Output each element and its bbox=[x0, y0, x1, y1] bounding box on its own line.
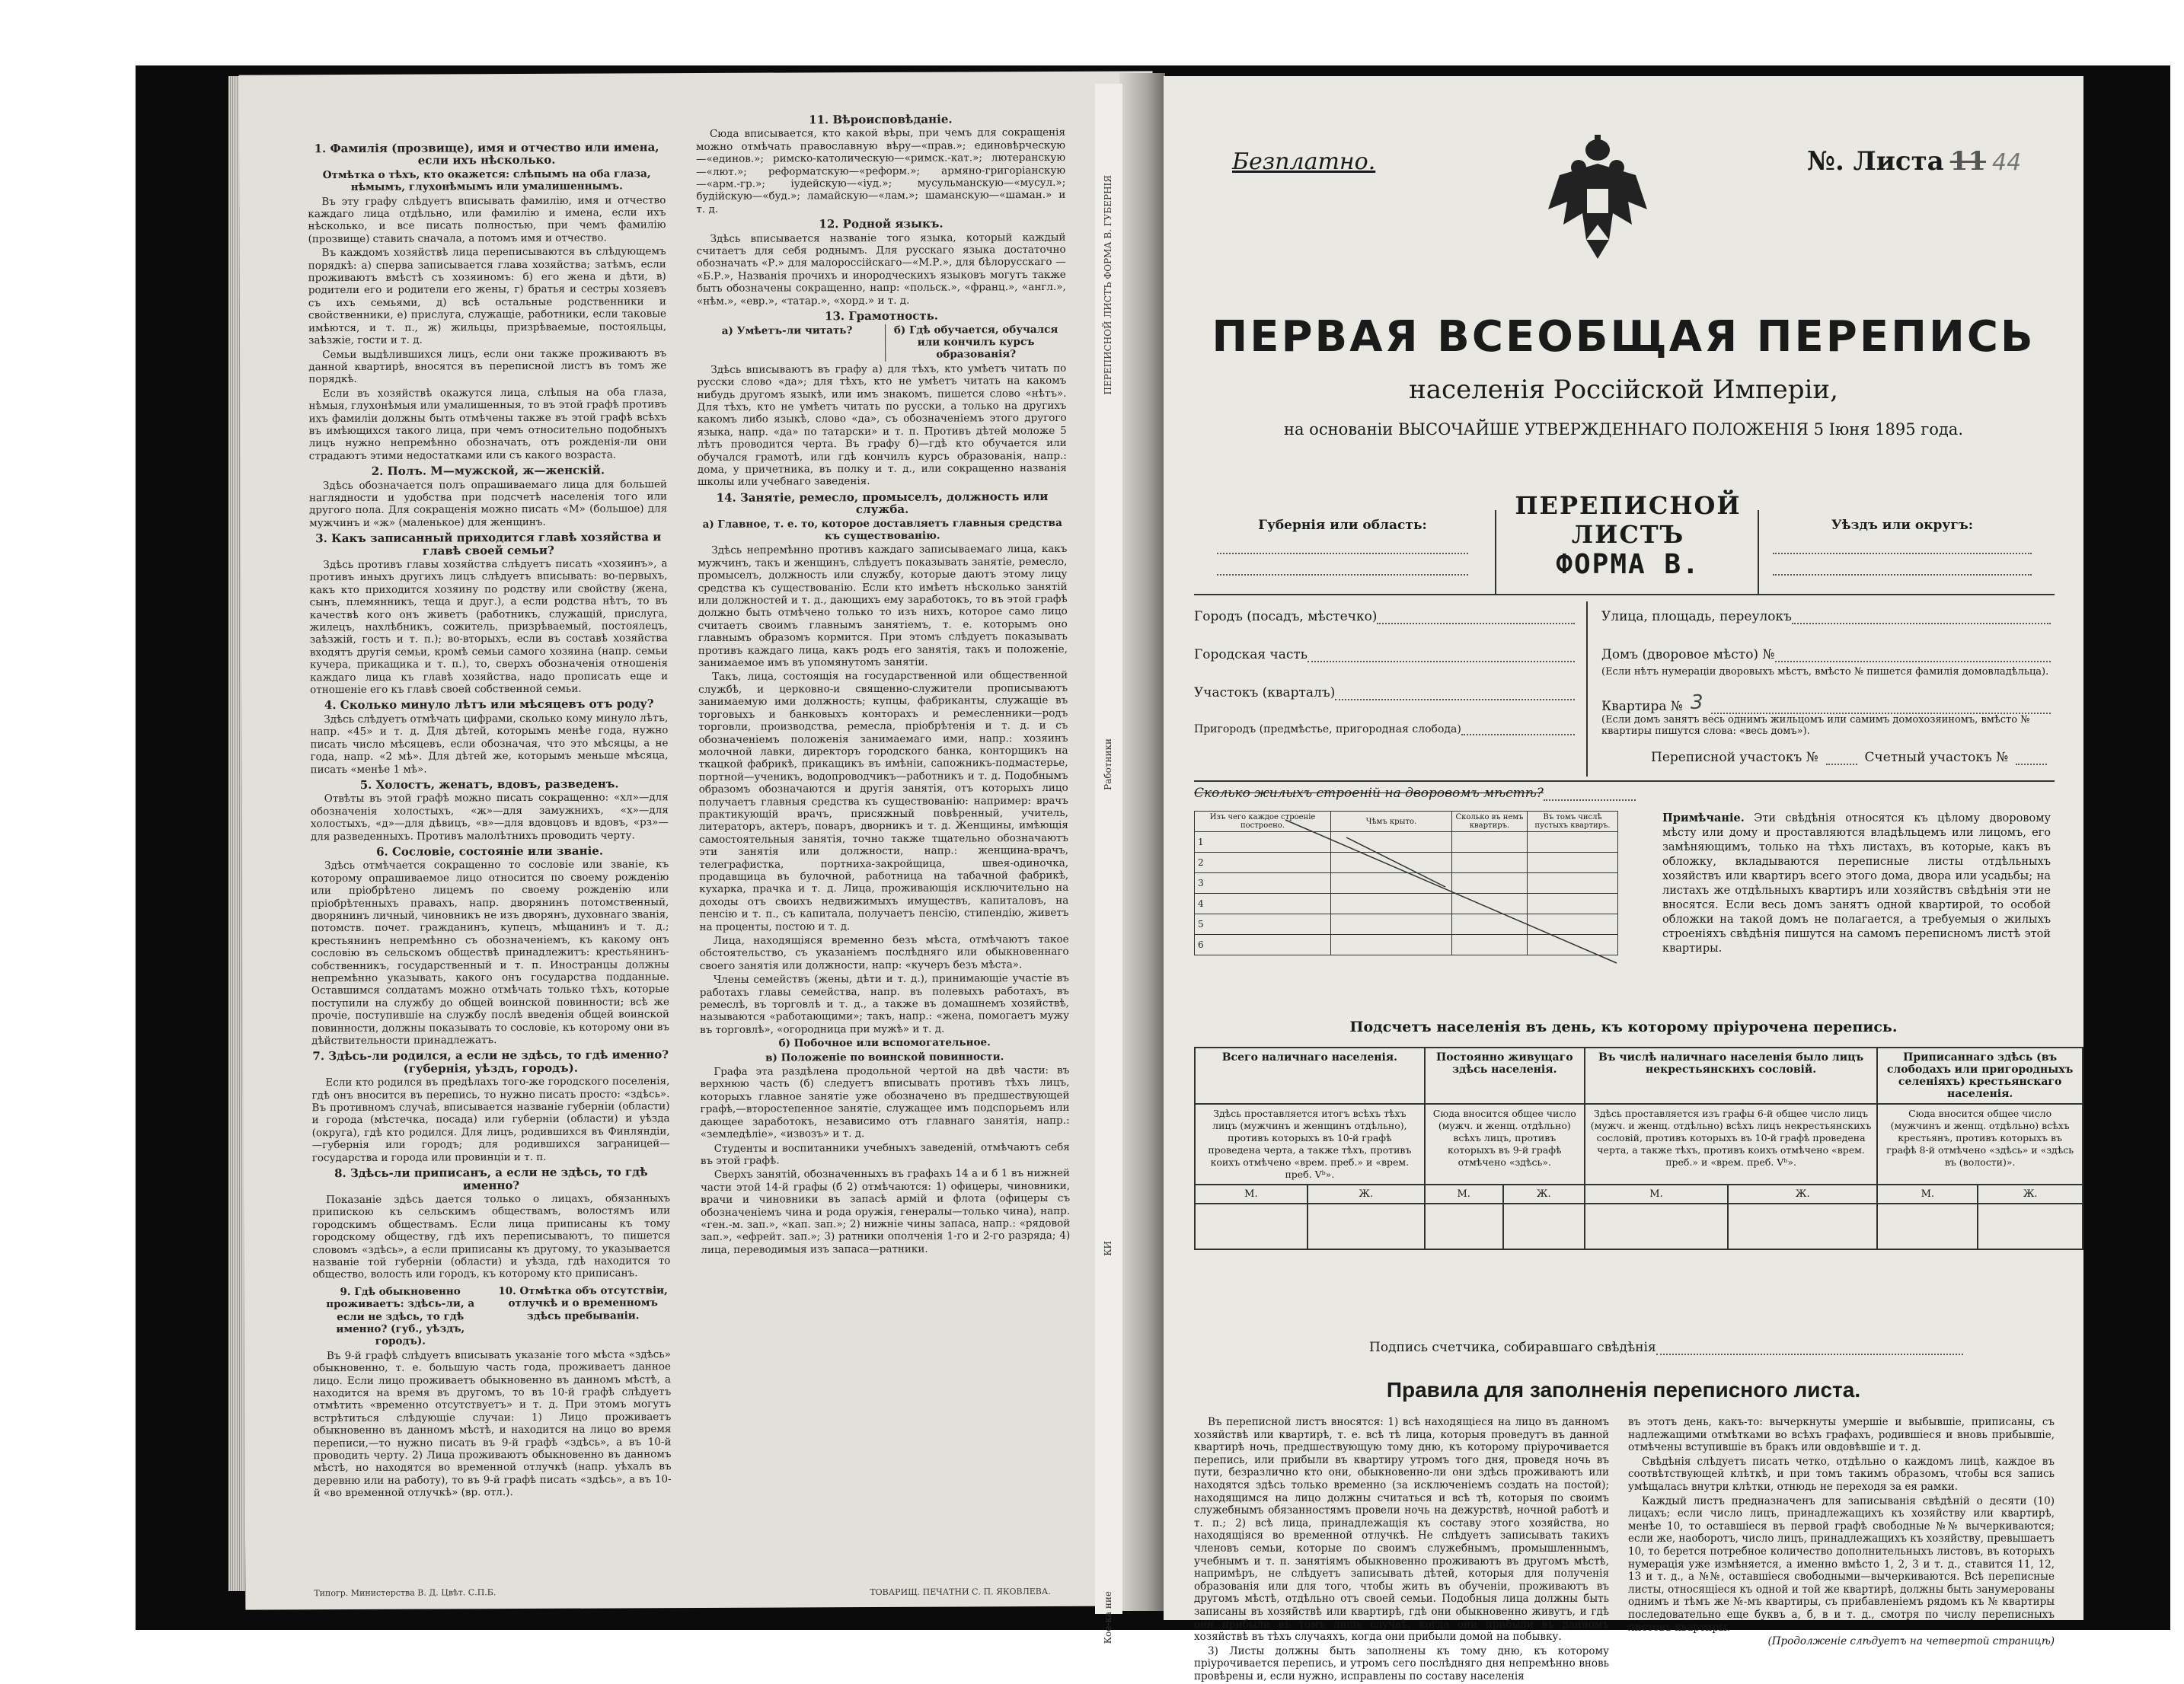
paragraph: Семьи выдѣлившихся лицъ, если они также проживаютъ въ данной квартирѣ, вносятся въ переписной листъ въ томъ же порядкѣ. bbox=[308, 346, 667, 386]
heading-10: 10. Отмѣтка объ отсутствіи, отлучкѣ и о временномъ здѣсь пребываніи. bbox=[498, 1284, 668, 1322]
city-part-field[interactable] bbox=[1194, 647, 1575, 662]
census-precinct-label: Переписной участокъ № bbox=[1651, 750, 1818, 765]
left-footer-2: ТОВАРИЩ. ПЕЧАТНИ С. П. ЯКОВЛЕВА. bbox=[870, 1586, 1051, 1598]
sheet-number bbox=[1807, 146, 2021, 177]
buildings-row-number: 4 bbox=[1195, 894, 1331, 914]
note-text: Эти свѣдѣнія относятся къ цѣлому дворовому мѣсту или дому и проставляются владѣльцемъ или лицомъ, его замѣняющимъ, только на тѣхъ листахъ, въ которые, какъ въ обложку, вкладываются переписные листы отдѣльныхъ хозяйствъ или квартиръ всего этого дома, двора или усадьбы; на листахъ же отдѣльныхъ квартиръ или хозяйствъ свѣдѣнія эти не вносятся. Если весь домъ занятъ одной квартирой, то особой обложки на такой домъ не полагается, а требуемыя о жилыхъ строеніяхъ свѣдѣнія пишутся на самомъ переписномъ листѣ этой квартиры. bbox=[1662, 812, 2051, 955]
buildings-row-number: 3 bbox=[1195, 873, 1331, 894]
paragraph: Здѣсь вписывается названіе того языка, который каждый считаетъ для себя роднымъ. Для русскаго языка достаточно обозначать «Р.» для малороссійскаго—«М.Р.», для бѣлорусскаго — «Б.Р.», Названія прочихъ и инородческихъ языковъ могутъ также быть обозначены сокращенно, напр: «польск.», «франц.», «англ.», «нѣм.», «евр.», «татар.», «хорд.» и т. д. bbox=[696, 231, 1066, 308]
paragraph: Студенты и воспитанники учебныхъ заведеній, отмѣчаютъ себя въ этой графѣ. bbox=[700, 1140, 1070, 1167]
buildings-col-roof: Чѣмъ крыто. bbox=[1331, 812, 1452, 832]
heading-11: 11. Вѣроисповѣданіе. bbox=[809, 112, 953, 127]
pop-desc-permanent: Сюда вносится общее число (мужч. и женщ. отдѣльно) всѣхъ лицъ, противъ которыхъ въ 9-й графѣ отмѣчено «здѣсь». bbox=[1425, 1104, 1585, 1185]
census-decree: на основаніи ВЫСОЧАЙШЕ УТВЕРЖДЕННАГО ПОЛОЖЕНІЯ 5 Іюня 1895 года. bbox=[1283, 420, 1964, 439]
female-label: Ж. bbox=[1308, 1185, 1425, 1204]
sheet-number-handwritten: 44 bbox=[1992, 149, 2022, 176]
paragraph: Такъ, лица, состоящія на государственной или общественной службѣ, и церковно-и священно-служители прописываютъ занимаемую ими должность; купцы, фабриканты, служащіе въ торговыхъ и банковыхъ конторахъ и ремесленники—родъ торговли, производства, ремесла, пріобрѣтенія и т. д. и съ обозначеніемъ положенія занимаемаго ими, напр.: хозяинъ молочной лавки, директоръ городского банка, конторщикъ на ткацкой фабрикѣ, прикащикъ въ имѣніи, сапожникъ-подмастерье, портной—ученикъ, водопроводчикъ—работникъ и т. д. Подобнымъ образомъ обозначаются и другія занятія, отъ которыхъ лицо получаетъ главныя средства къ существованію: например: врачъ практикующій врачъ, присяжный повѣренный, учитель, литераторъ, актеръ, поваръ, дворникъ и т. д. Женщины, имѣющія самостоятельныя занятія, точно также тщательно обозначаютъ эти занятія или должности, напр.: женщина-врачъ, телеграфистка, портниха-закройщица, швея-одиночка, продавщица въ булочной, работница на табачной фабрикѣ, кухарка, прачка и т. д. Лица, проживающія исключительно на доходы отъ своихъ недвижимыхъ имуществъ, капиталовъ, на пенсію и т. п., съ капитала, получаетъ пенсію, стипендію, живетъ на проценты, постою и т. д. bbox=[698, 669, 1069, 933]
city-field[interactable] bbox=[1194, 609, 1575, 624]
paragraph: Если въ хозяйствѣ окажутся лица, слѣпыя на оба глаза, нѣмыя, глухонѣмыя или умалишенныя, то въ этой графѣ противъ ихъ фамиліи должны быть отмѣчены также въ этой графѣ всѣхъ въ имѣющихся такого лица, при чемъ относительно подобныхъ лицъ нужно непремѣнно обозначать, отъ рожденія-ли они страдаютъ этими недостатками или съ какого возраста. bbox=[308, 385, 667, 462]
pop-cell[interactable] bbox=[1978, 1204, 2083, 1249]
left-column-1 bbox=[308, 138, 672, 1501]
paragraph: Члены семействъ (жены, дѣти и т. д.), принимающіе участіе въ работахъ главы семейства, напр. въ полевыхъ работахъ, въ ремеслѣ, въ торговлѣ и т. д., а также въ домашнемъ хозяйствѣ, называются «работающими»; такъ, напр.: «жена, помогаетъ мужу въ торговлѣ», «огородница при мужѣ» и т. д. bbox=[699, 972, 1070, 1036]
heading-6: 6. Сословіе, состояніе или званіе. bbox=[376, 844, 604, 859]
apartment-label: Квартира № bbox=[1601, 699, 1683, 714]
divider bbox=[1758, 510, 1759, 594]
paragraph: Здѣсь противъ главы хозяйства слѣдуетъ писать «хозяинъ», а противъ иныхъ другихъ лицъ слѣдуетъ вписывать: во-первыхъ, какъ кто приходится хозяину по родству или свойству (жена, сынъ, племянникъ, теща и друг.), а если родства нѣтъ, то въ качествѣ кого онъ живетъ (работникъ, служащій, прислуга, жилецъ, нахлѣбникъ, сожитель, призрѣваемый, постоялецъ, заѣзжій, гость и т. п.); во-вторыхъ, если въ составѣ хозяйства входятъ другія семьи, кромѣ семьи самого хозяина (напр. семьи кучера, прикащика и т. п.), то, сверхъ обозначенія отношенія каждаго лица къ главѣ хозяйства, надо прописать еще и отношеніе его къ главѣ своей собственной семьи. bbox=[309, 557, 669, 697]
strip-text: Работники bbox=[1103, 738, 1113, 790]
pop-desc-noncrestian: Здѣсь проставляется изъ графы 6-й общее число лицъ (мужч. и женщ. отдѣльно) всѣхъ лицъ некрестьянскихъ сословій, противъ которыхъ въ 10-й графѣ проведена черта, а также тѣхъ, противъ коихъ отмѣчено «врем. преб.» и «врем. преб. Vᵇ». bbox=[1585, 1104, 1877, 1185]
heading-14: 14. Занятіе, ремесло, промыселъ, должность или служба. bbox=[716, 489, 1049, 517]
population-title: Подсчетъ населенія въ день, къ которому пріурочена перепись. bbox=[1349, 1019, 1898, 1035]
street-label: Улица, площадь, переулокъ bbox=[1601, 609, 1792, 624]
province-field[interactable] bbox=[1217, 518, 1468, 576]
paragraph: Въ каждомъ хозяйствѣ лица переписываются въ слѣдующемъ порядкѣ: а) сперва записывается глава хозяйства; затѣмъ, если проживаютъ вмѣстѣ съ хозяиномъ: б) его жена и дѣти, в) родители его и родители его жены, г) братья и сестры хозяевъ съ ихъ семьями, д) всѣ остальные родственники и свойственники, е) прислуга, служащіе, работники, если таковые имѣются, и т. п., ж) жильцы, призрѣваемые, постояльцы, заѣзжіе, гости и т. д. bbox=[308, 245, 667, 347]
buildings-col-apartments: Сколько въ немъ квартиръ. bbox=[1452, 812, 1528, 832]
paragraph: Сюда вписывается, кто какой вѣры, при чемъ для сокращенія можно отмѣчать православную вѣру—«прав.»; единовѣрческую—«единов.»; римско-католическую—«римск.-кат.»; лютеранскую—«лют.»; реформатскую—«реформ.»; армяно-григоріанскую—«арм.-гр.»; іудейскую—«іуд.»; мусульманскую—«мусул.»; будійскую—«буд.»; ламайскую—«лам.»; шаманскую—«шаман.» и т. д. bbox=[695, 126, 1066, 215]
city-part-label: Городская часть bbox=[1194, 647, 1308, 662]
imperial-eagle-emblem-icon bbox=[1544, 133, 1651, 263]
female-label: Ж. bbox=[1728, 1185, 1877, 1204]
apartment-value: 3 bbox=[1691, 691, 1703, 714]
book-gutter bbox=[1119, 73, 1165, 1611]
buildings-col-material: Изъ чего каждое строеніе построено. bbox=[1195, 812, 1331, 832]
question-13b: б) Гдѣ обучается, обучался или кончилъ курсъ образованія? bbox=[885, 323, 1066, 361]
paragraph: Графа эта раздѣлена продольной чертой на двѣ части: въ верхнюю часть (б) следуетъ вписывать противъ тѣхъ лицъ, которыхъ главное занятіе уже обозначено въ предшествующей графѣ,—второстепенное занятіе, служащее имъ подспорьемъ или дающее заработокъ, независимо отъ главнаго занятія, напр.: «земледѣліе», «извозъ» и т. д. bbox=[700, 1064, 1070, 1141]
house-label: Домъ (дворовое мѣсто) № bbox=[1601, 647, 1775, 662]
male-label: М. bbox=[1425, 1185, 1503, 1204]
heading-8: 8. Здѣсь-ли приписанъ, а если не здѣсь, то гдѣ именно? bbox=[334, 1165, 648, 1192]
subheading-14a: а) Главное, т. е. то, которое доставляетъ главныя средства къ существованію. bbox=[702, 516, 1062, 543]
signature-label: Подпись счетчика, собиравшаго свѣдѣнія bbox=[1369, 1340, 1656, 1355]
paragraph: Показаніе здѣсь дается только о лицахъ, обязанныхъ припискою къ сельскимъ обществамъ, волостямъ или городскимъ обществамъ. Если лица приписаны къ тому городскому обществу, гдѣ ихъ переписываютъ, то пишется словомъ «здѣсь», а если приписаны къ другому, то указывается названіе той губерніи (области) и уѣзда, гдѣ находится то общество, волость или городъ, къ которому кто приписанъ. bbox=[312, 1192, 671, 1281]
buildings-note bbox=[1662, 811, 2051, 956]
question-13a: а) Умѣетъ-ли читать? bbox=[721, 324, 853, 337]
apartment-field[interactable] bbox=[1601, 691, 2051, 714]
strip-text: КИ bbox=[1103, 1241, 1113, 1256]
strip-text: ПЕРЕПИСНОЙ ЛИСТЪ ФОРМА В. ГУБЕРНІЯ bbox=[1103, 175, 1113, 395]
heading-1: 1. Фамилія (прозвище), имя и отчество или имена, если ихъ нѣсколько. bbox=[314, 140, 659, 168]
sheet-number-value: 11 bbox=[1949, 146, 1987, 177]
population-table bbox=[1194, 1047, 2083, 1250]
left-page bbox=[239, 71, 1160, 1609]
suburb-label: Пригородъ (предмѣстье, пригородная слобода) bbox=[1194, 723, 1461, 735]
precinct-field[interactable] bbox=[1194, 685, 1575, 700]
city-label: Городъ (посадъ, мѣстечко) bbox=[1194, 609, 1378, 624]
pop-cell[interactable] bbox=[1425, 1204, 1503, 1249]
counter-precinct-label: Счетный участокъ № bbox=[1864, 750, 2009, 765]
paragraph: Здѣсь вписываютъ въ графу а) для тѣхъ, кто умѣетъ читать по русски слово «да»; для тѣхъ, кто не умѣетъ читать на какомъ нибудь другомъ языкѣ, или имъ знакомъ, пишется слово «нѣтъ». Для тѣхъ, кто не умѣетъ читать по русски, а только на другихъ какомъ либо языкѣ, слово «да», съ обозначеніемъ этого другого языка, напр. «да» по татарски» и т. п. Противъ дѣтей моложе 5 лѣтъ проводится черта. Въ графу б)—гдѣ кто обучается или обучался грамотѣ, или гдѣ кончилъ курсъ образованія, напр.: дома, у причетника, въ полку и т. д., или сокращенно названія школы или учебнаго заведенія. bbox=[697, 362, 1067, 489]
paragraph: Сверхъ занятій, обозначенныхъ въ графахъ 14 а и б 1 въ нижней части этой 14-й графы (б 2) отмѣчаются: 1) офицеры, чиновники, врачи и чиновники въ запасѣ армій и флота (офицеры съ обозначеніемъ чина и рода оружія, генералы—только чина), напр. «ген.-м. зап.», «кап. зап.»; 2) нижніе чины запаса, напр.: «рядовой зап.», «ефрейт. зап.»; 3) ратники ополченія 1-го и 2-го разряда; 4) лица, переводимыя изъ запаса—ратники. bbox=[700, 1167, 1071, 1256]
buildings-row-number: 1 bbox=[1195, 832, 1331, 853]
heading-7: 7. Здѣсь-ли родился, а если не здѣсь, то гдѣ именно? (губернія, уѣздъ, городъ). bbox=[312, 1048, 669, 1076]
suburb-field[interactable] bbox=[1194, 723, 1575, 735]
heading-12: 12. Родной языкъ. bbox=[819, 216, 944, 231]
buildings-row-number: 2 bbox=[1195, 853, 1331, 873]
buildings-table bbox=[1194, 811, 1618, 955]
district-label: Уѣздъ или округъ: bbox=[1831, 518, 1974, 533]
paragraph: Если кто родился въ предѣлахъ того-же городского поселенія, гдѣ онъ вносится въ перепись, то нужно писать просто: «здѣсь». Въ противномъ случаѣ, вписывается названіе губерніи (области) и города (мѣстечка, посада) или губерніи (области) и уѣзда (округа), гдѣ кто родился. Для лицъ, родившихся въ Финляндіи,—губернія или городъ; для родившихся заграницей—государства и города или провинціи и т. п. bbox=[311, 1075, 670, 1164]
strip-text: Кое-ка ние bbox=[1103, 1591, 1113, 1644]
right-page bbox=[1164, 76, 2083, 1682]
paragraph: Въ эту графу слѣдуетъ вписывать фамилію, имя и отчество каждаго лица отдѣльно, или фамилію и имена, если ихъ нѣсколько, и все писать полностью, при чемъ фамилію (прозвище) ставить сначала, а потомъ имя и отчество. bbox=[308, 193, 666, 246]
census-title: ПЕРВАЯ ВСЕОБЩАЯ ПЕРЕПИСЬ bbox=[1212, 312, 2036, 362]
pop-cell[interactable] bbox=[1308, 1204, 1425, 1249]
note-label: Примѣчаніе. bbox=[1662, 812, 1745, 824]
subheading-14b: б) Побочное или вспомогательное. bbox=[778, 1036, 991, 1050]
paragraph: 3) Листы должны быть заполнены къ тому дню, къ которому пріурочивается перепись, и утромъ сего послѣдняго дня непремѣнно вновь провѣрены и, если нужно, исправлены по составу населенія bbox=[1194, 1644, 1609, 1682]
apartment-note: (Если домъ занятъ весь однимъ жильцомъ или самимъ домохозяиномъ, вмѣсто № квартиры пишутся слова: «весь домъ»). bbox=[1601, 714, 2030, 737]
paragraph: Каждый листъ предназначенъ для записыванія свѣдѣній о десяти (10) лицахъ; если число лицъ, принадлежащихъ къ хозяйству или квартирѣ, менѣе 10, то оставшіеся въ первой графѣ свободные №№ вычеркиваются; если же, наоборотъ, число лицъ, принадлежащихъ къ хозяйству, превышаетъ 10, то берется потребное количество дополнительныхъ листовъ, въ которыхъ нумерація уже измѣняется, а именно вмѣсто 1, 2, 3 и т. д., ставится 11, 12, 13 и т. д., а №№, оставшіеся свободными—вычеркиваются. Всѣ переписные листы, относящіеся къ одной и той же квартирѣ, должны быть занумерованы однимъ и тѣмъ же №-мъ квартиры, съ прибавленіемъ рядомъ къ № квартиры последовательно еще буквъ а, б, в и т. д., смотря по числу переписныхъ листовъ квартиры. bbox=[1628, 1494, 2055, 1634]
left-column-2 bbox=[696, 110, 1071, 1258]
male-label: М. bbox=[1877, 1185, 1978, 1204]
buildings-row-number: 5 bbox=[1195, 914, 1331, 935]
male-label: М. bbox=[1585, 1185, 1728, 1204]
pop-header-total: Всего наличнаго населенія. bbox=[1195, 1048, 1425, 1104]
buildings-row-number: 6 bbox=[1195, 935, 1331, 955]
paragraph: Здѣсь обозначается полъ опрашиваемаго лица для большей наглядности и удобства при подсчетѣ населенія того или другого пола. Для сокращенія можно писать «М» (большое) для мужчинъ и «ж» (маленькое) для женщинъ. bbox=[308, 477, 668, 530]
subheading-14c: в) Положеніе по воинской повинности. bbox=[765, 1050, 1004, 1064]
heading-2: 2. Полъ. М—мужской, ж—женскій. bbox=[371, 463, 605, 479]
pop-cell[interactable] bbox=[1728, 1204, 1877, 1249]
female-label: Ж. bbox=[1978, 1185, 2083, 1204]
signature-field[interactable] bbox=[1369, 1340, 1963, 1355]
divider bbox=[1194, 780, 2055, 782]
heading-4: 4. Сколько минуло лѣтъ или мѣсяцевъ отъ роду? bbox=[324, 697, 654, 713]
paragraph: Здѣсь слѣдуетъ отмѣчать цифрами, сколько кому минуло лѣтъ, напр. «45» и т. д. Для дѣтей, которымъ менѣе года, нужно писать число мѣсяцевъ, если обозначая, что это мѣсяцы, а не года, напр. «2 мѣ». Для дѣтей же, которымъ меньше мѣсяца, писать «менѣе 1 мѣ». bbox=[310, 712, 669, 776]
heading-5: 5. Холостъ, женатъ, вдовъ, разведенъ. bbox=[359, 777, 619, 792]
female-label: Ж. bbox=[1503, 1185, 1585, 1204]
paragraph: въ этотъ день, какъ-то: вычеркнуты умершіе и выбывшіе, приписаны, съ надлежащими отмѣтками во всѣхъ графахъ, родившіеся и вновь прибывшіе, отмѣчены вступившіе въ бракъ или овдовѣвшіе и т. д. bbox=[1628, 1416, 2055, 1454]
pop-cell[interactable] bbox=[1503, 1204, 1585, 1249]
paragraph: Въ 9-й графѣ слѣдуетъ вписывать указаніе того мѣста «здѣсь» обыкновенно, т. е. большую часть года, проживаетъ данное лицо. Если лицо проживаетъ обыкновенно въ данномъ мѣстѣ, а находится на время въ другомъ, то въ 10-й графѣ слѣдуетъ отмѣтить «временно отсутствуетъ» и т. д. При этомъ могутъ встрѣтиться слѣдующіе случаи: 1) Лицо проживаетъ обыкновенно въ данномъ мѣстѣ, и находится на лицо во время переписи,—то нужно писать въ 9-й графѣ «здѣсь», а въ 10-й проводить черту. 2) Лица проживаютъ обыкновенно въ данномъ мѣстѣ, но находятся во временной отлучкѣ (напр. уѣхалъ въ деревню или на работу), то въ 9-й графѣ писать «здѣсь», а въ 10-й «во временной отлучкѣ» (вр. отл.). bbox=[312, 1348, 672, 1500]
district-field[interactable] bbox=[1773, 518, 2032, 576]
rules-column-right bbox=[1628, 1416, 2055, 1650]
pop-header-permanent: Постоянно живущаго здѣсь населенія. bbox=[1425, 1048, 1585, 1104]
pop-cell[interactable] bbox=[1877, 1204, 1978, 1249]
paragraph: Лица, находящіяся временно безъ мѣста, отмѣчаютъ такое обстоятельство, съ указаніемъ послѣдняго или обыкновеннаго своего занятія или должности, напр: «кучеръ безъ мѣста». bbox=[699, 933, 1069, 972]
note-1: Отмѣтка о тѣхъ, кто окажется: слѣпымъ на оба глаза, нѣмымъ, глухонѣмымъ или умалишеннымъ. bbox=[322, 167, 651, 194]
paragraph: Здѣсь непремѣнно противъ каждаго записываемаго лица, какъ мужчинъ, такъ и женщинъ, слѣдуетъ показывать занятіе, ремесло, промыселъ, должность или службу, которые даютъ этому лицу средства къ существованію. Если кто имѣетъ нѣсколько занятій или должностей и т. д., дающихъ ему заработокъ, то въ этой графѣ должно быть отмѣчено только то изъ нихъ, которое само лицо считаетъ своимъ главнымъ занятіемъ, т. е. которымъ оно главнымъ образомъ кормится. При этомъ слѣдуетъ показывать противъ каждаго лица, какъ родъ его занятія, такъ и положеніе, занимаемое имъ въ упомянутомъ занятіи. bbox=[698, 543, 1068, 670]
underlying-page-strip bbox=[1095, 84, 1122, 1644]
sheet-number-label: №. Листа bbox=[1807, 146, 1944, 177]
precinct-label: Участокъ (кварталъ) bbox=[1194, 685, 1336, 700]
street-field[interactable] bbox=[1601, 609, 2051, 624]
pop-header-peasant: Приписаннаго здѣсь (въ слободахъ или пригородныхъ селеніяхъ) крестьянскаго населенія. bbox=[1877, 1048, 2083, 1104]
buildings-question[interactable] bbox=[1194, 786, 1636, 801]
pop-desc-peasant: Сюда вносится общее число (мужчинъ и женщ. отдѣльно) всѣхъ крестьянъ, противъ которыхъ въ графѣ 8-й отмѣчено «здѣсь» и «здѣсь въ (волости)». bbox=[1877, 1104, 2083, 1185]
pop-desc-total: Здѣсь проставляется итогъ всѣхъ тѣхъ лицъ (мужчинъ и женщинъ отдѣльно), противъ которыхъ въ 10-й графѣ проведена черта, а также тѣхъ, противъ коихъ отмѣчено «врем. преб.» и «врем. преб. Vᵇ». bbox=[1195, 1104, 1425, 1185]
buildings-col-empty: Въ томъ числѣ пустыхъ квартиръ. bbox=[1528, 812, 1618, 832]
province-label: Губернія или область: bbox=[1258, 518, 1427, 533]
form-title: ПЕРЕПИСНОЙ ЛИСТЪ bbox=[1515, 491, 1742, 549]
divider bbox=[1495, 510, 1496, 594]
paragraph: Отвѣты въ этой графѣ можно писать сокращенно: «хл»—для обозначенія холостыхъ, «ж»—для замужнихъ, «х»—для холостыхъ, «д»—для дѣвицъ, «в»—для вдовцовъ и вдовъ, «рз»—для разведенныхъ. Противъ малолѣтнихъ проводить черту. bbox=[310, 791, 669, 843]
heading-13: 13. Грамотность. bbox=[824, 308, 939, 324]
male-label: М. bbox=[1195, 1185, 1308, 1204]
house-note: (Если нѣтъ нумераціи дворовыхъ мѣстъ, вмѣсто № пишется фамилія домовладѣльца). bbox=[1601, 666, 2049, 678]
rules-column-left bbox=[1194, 1416, 1609, 1684]
rules-title: Правила для заполненія переписного листа. bbox=[1386, 1378, 1861, 1402]
divider bbox=[1586, 601, 1588, 777]
form-title-block bbox=[1506, 491, 1750, 580]
paragraph: Свѣдѣнія слѣдуетъ писать четко, отдѣльно о каждомъ лицѣ, каждое въ соотвѣтствующей клѣткѣ, и при томъ такимъ образомъ, чтобы вся запись умѣщалась внутри клѣтки, отнюдь не переходя за ея рамки. bbox=[1628, 1455, 2055, 1493]
buildings-question-label: Сколько жилыхъ строеній на дворовомъ мѣстѣ? bbox=[1194, 786, 1544, 801]
census-subtitle: населенія Россійской Имперіи, bbox=[1409, 375, 1838, 405]
census-precinct-fields[interactable] bbox=[1651, 750, 2047, 765]
cross-out-lines bbox=[1194, 811, 1620, 967]
pop-cell[interactable] bbox=[1585, 1204, 1728, 1249]
pop-header-noncrestian: Въ числѣ наличнаго населенія было лицъ некрестьянскихъ сословій. bbox=[1585, 1048, 1877, 1104]
paragraph: Въ переписной листъ вносятся: 1) всѣ находящіеся на лицо въ данномъ хозяйствѣ или квартирѣ, т. е. всѣ тѣ лица, которыя проведутъ въ данной квартирѣ ночь, предшествующую тому дню, къ которому пріурочивается перепись, или прибыли въ квартиру утромъ того дня, проведя ночь въ пути, безразлично кто они, обыкновенно-ли они здѣсь проживаютъ или находятся здѣсь только временно (за исключеніемъ создать на постой); находящимся на лицо должны считаться и всѣ тѣ, которыя по своимъ служебнымъ обязанностямъ провели ночь на дежурствѣ, ночной работѣ и т. п.; 2) всѣ лица, принадлежащія къ составу этого хозяйства, но находящіяся во временной отлучкѣ. Не слѣдуетъ записывать такихъ членовъ семьи, которые по своимъ служебнымъ, промышленнымъ, учебнымъ и т. п. занятіямъ обыкновенно проживаютъ въ другомъ мѣстѣ, напримѣръ, не слѣдуетъ записывать дѣтей, которыя для полученія образованія или для того, чтобы жить въ обученіи, проживаютъ въ другомъ мѣстѣ, отдѣльно отъ своей семьи. Подобныя лица должны быть записаны въ хозяйствѣ или квартирѣ, гдѣ они обыкновенно живутъ, и гдѣ они прибыли въ томъ лишь случаѣ, когда они прибыли въ данномъ хозяйствѣ въ тѣхъ случаяхъ, когда они прибыли домой на побывку. bbox=[1194, 1416, 1609, 1644]
left-footer-1: Типогр. Министерства В. Д. Цвѣт. С.П.Б. bbox=[314, 1587, 497, 1599]
free-label: Безплатно. bbox=[1232, 148, 1376, 175]
house-field[interactable] bbox=[1601, 647, 2051, 662]
pop-cell[interactable] bbox=[1195, 1204, 1308, 1249]
continued-note: (Продолженіе слѣдуетъ на четвертой страницѣ) bbox=[1767, 1635, 2055, 1648]
heading-3: 3. Какъ записанный приходится главѣ хозяйства и главѣ своей семьи? bbox=[315, 530, 662, 558]
divider bbox=[1194, 594, 2055, 595]
heading-9: 9. Гдѣ обыкновенно проживаетъ: здѣсь-ли, а если не здѣсь, то гдѣ именно? (губ., уѣздъ, городъ). bbox=[326, 1285, 475, 1348]
form-subtitle: ФОРМА В. bbox=[1556, 549, 1700, 580]
paragraph: Здѣсь отмѣчается сокращенно то сословіе или званіе, къ которому опрашиваемое лицо относится по своему рожденію или пріобрѣтено лицемъ по своему рожденію или пріобрѣтенныхъ правахъ, напр. дворянинъ потомственный, дворянинъ личный, чиновникъ не изъ дворянъ, духовнаго званія, потомств. почет. гражданинъ, купецъ, мѣщанинъ и т. д.; крестьянинъ непремѣнно съ обозначеніемъ, къ какому онъ сословію въ сельскомъ обществѣ принадлежитъ: крестьянинъ-собственникъ, государственный и т. п. Иностранцы должны непремѣнно указывать, какого онъ государства подданные. Оставшимся солдатамъ можно отмѣчать только тѣхъ, которые поступили на службу до общей воинской повинности; всѣ же прочіе, поступившіе на службу послѣ введенія общей воинской повинности, должны показывать то сословіе, къ которому они въ дѣйствительности принадлежатъ. bbox=[311, 858, 670, 1048]
